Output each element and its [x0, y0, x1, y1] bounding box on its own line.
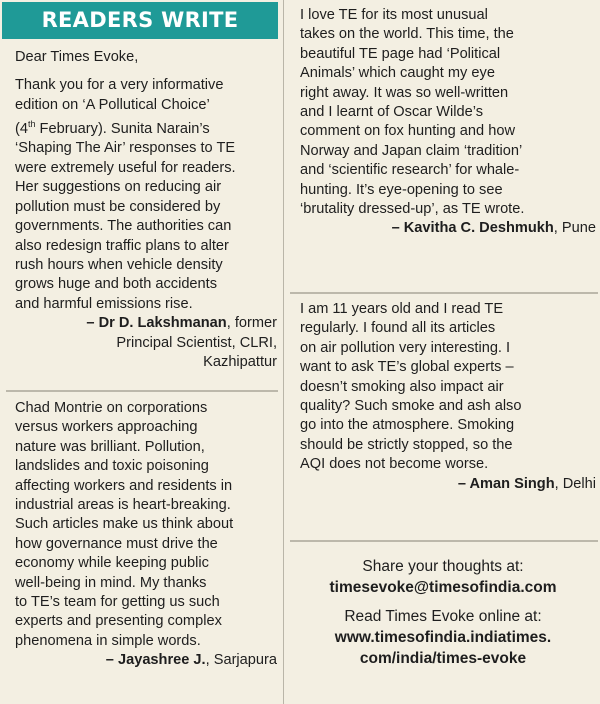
column-divider	[283, 0, 284, 704]
letter-line: and ‘scientific research’ for whale-	[300, 162, 520, 179]
website-link-line2[interactable]: com/india/times-evoke	[359, 650, 527, 667]
letter-line: takes on the world. This time, the	[300, 26, 514, 43]
letter-jayashree	[15, 399, 277, 671]
author-name: – Dr D. Lakshmanan	[86, 315, 227, 332]
letter-line: to TE’s team for getting us such	[15, 594, 220, 611]
letter-line: (4th February). Sunita Narain’s	[15, 119, 210, 138]
letter-line: ‘brutality dressed-up’, as TE wrote.	[300, 201, 525, 218]
letter-line: also redesign traffic plans to alter	[15, 237, 229, 254]
letter-line: ‘Shaping The Air’ responses to TE	[15, 140, 236, 157]
letter-line: quality? Such smoke and ash also	[300, 398, 522, 415]
letter-line: nature was brilliant. Pollution,	[15, 438, 205, 455]
letter-line: versus workers approaching	[15, 419, 198, 436]
letter-line: doesn’t smoking also impact air	[300, 378, 504, 395]
letter-line: were extremely useful for readers.	[15, 159, 236, 176]
share-email-link[interactable]: timesevoke@timesofindia.com	[329, 579, 557, 596]
letter-line: economy while keeping public	[15, 555, 209, 572]
salutation: Dear Times Evoke,	[15, 49, 139, 65]
letter-line: I love TE for its most unusual	[300, 7, 488, 23]
author-name: – Jayashree J.	[105, 652, 206, 669]
share-prompt: Share your thoughts at:	[362, 558, 524, 575]
letter-signature	[15, 314, 277, 333]
letter-line: how governance must drive the	[15, 535, 218, 552]
section-banner: READERS WRITE	[2, 2, 278, 39]
letter-line: beautiful TE page had ‘Political	[300, 45, 501, 62]
author-place: , Delhi	[554, 475, 596, 492]
author-name: – Kavitha C. Deshmukh	[391, 220, 554, 237]
letter-deshmukh	[300, 6, 596, 239]
letter-line: go into the atmosphere. Smoking	[300, 417, 515, 434]
letter-line: pollution must be considered by	[15, 198, 221, 215]
website-link-line1[interactable]: www.timesofindia.indiatimes.	[334, 629, 552, 646]
left-column	[0, 0, 283, 704]
letter-line: governments. The authorities can	[15, 218, 232, 235]
letter-line: on air pollution very interesting. I	[300, 339, 511, 356]
share-box	[286, 556, 600, 669]
letter-line: hunting. It’s eye-opening to see	[300, 181, 503, 198]
right-column	[286, 0, 600, 704]
read-online-prompt: Read Times Evoke online at:	[344, 608, 542, 625]
letter-signature	[15, 651, 277, 670]
letter-line: industrial areas is heart-breaking.	[15, 497, 231, 514]
letter-line: landslides and toxic poisoning	[15, 458, 209, 475]
letter-line: phenomena in simple words.	[15, 632, 201, 649]
divider	[6, 390, 278, 392]
letter-line: rush hours when vehicle density	[15, 256, 223, 273]
letter-line: regularly. I found all its articles	[300, 320, 496, 337]
divider	[290, 292, 598, 294]
letter-aman-singh	[300, 300, 596, 494]
divider	[290, 540, 598, 542]
letter-line: Animals’ which caught my eye	[300, 65, 495, 82]
letter-line: well-being in mind. My thanks	[15, 574, 207, 591]
letter-line: Thank you for a very informative	[15, 77, 224, 94]
letter-line: and I learnt of Oscar Wilde’s	[300, 104, 484, 121]
letter-line: want to ask TE’s global experts –	[300, 359, 514, 376]
letter-line: experts and presenting complex	[15, 613, 222, 630]
letter-line: Her suggestions on reducing air	[15, 179, 222, 196]
letter-line: should be strictly stopped, so the	[300, 436, 513, 453]
author-place: , Pune	[553, 220, 596, 237]
letter-line: I am 11 years old and I read TE	[300, 301, 504, 317]
letter-line: grows huge and both accidents	[15, 276, 218, 293]
letter-line: Chad Montrie on corporations	[15, 400, 208, 416]
letter-signature	[300, 475, 596, 494]
author-name: – Aman Singh	[457, 475, 555, 492]
letter-line: and harmful emissions rise.	[15, 295, 193, 312]
author-place: Kazhipattur	[203, 353, 277, 370]
letter-line: comment on fox hunting and how	[300, 123, 515, 140]
letter-line: edition on ‘A Pollutical Choice’	[15, 96, 210, 113]
letter-signature	[300, 219, 596, 238]
letter-line: right away. It was so well-written	[300, 84, 509, 101]
author-place: , Sarjapura	[205, 652, 277, 669]
letter-line: affecting workers and residents in	[15, 477, 233, 494]
letter-lakshmanan	[15, 48, 277, 372]
letter-line: Norway and Japan claim ‘tradition’	[300, 142, 523, 159]
author-affiliation: Principal Scientist, CLRI,	[116, 334, 277, 351]
spacer	[286, 598, 600, 606]
author-affiliation: , former	[226, 315, 277, 332]
letter-line: AQI does not become worse.	[300, 456, 489, 473]
letter-line: Such articles make us think about	[15, 516, 234, 533]
